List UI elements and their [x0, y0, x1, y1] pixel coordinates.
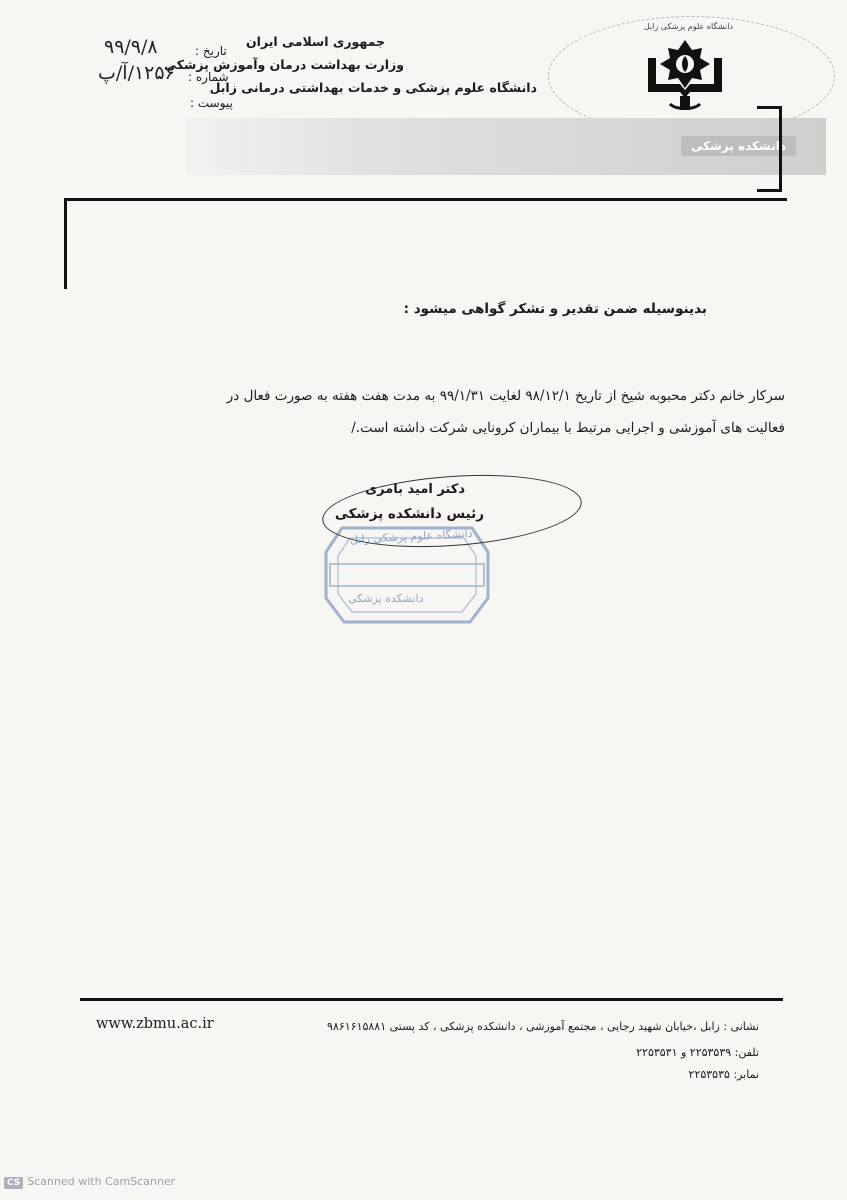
stamp-text-top: دانشگاه علوم پزشکی زابل — [349, 526, 473, 547]
signatory-title: رئیس دانشکده پزشکی — [334, 506, 484, 522]
header-line-3: دانشگاه علوم پزشکی و خدمات بهداشتی درمانی زابل — [209, 80, 537, 95]
footer-rule — [80, 998, 783, 1001]
faculty-label: دانشکده پزشکی — [681, 136, 796, 156]
university-logo-icon — [640, 22, 730, 114]
header-bracket — [757, 106, 782, 192]
header-line-1: جمهوری اسلامی ایران — [246, 34, 385, 49]
footer-phone: تلفن: ۲۲۵۳۵۳۹ و ۲۲۵۳۵۳۱ — [636, 1046, 759, 1059]
body-line-2: فعالیت های آموزشی و اجرایی مرتبط با بیماران کرونایی شرکت داشته است./ — [351, 420, 785, 436]
handwritten-date: ۹۹/۹/۸ — [104, 36, 158, 58]
content-frame — [64, 198, 787, 289]
scanner-watermark — [4, 1175, 175, 1189]
footer-address: نشانی : زابل ،خیابان شهید رجایی ، مجتمع آموزشی ، دانشکده پزشکی ، کد پستی ۹۸۶۱۶۱۵۸۸۱ — [327, 1020, 759, 1033]
stamp-text-bottom: دانشکده پزشکی — [348, 592, 424, 605]
footer-fax: نمابر: ۲۲۵۳۵۳۵ — [688, 1068, 759, 1081]
date-label: تاریخ : — [195, 44, 227, 58]
handwritten-number: ۱۲۵۶/آ/پ — [98, 62, 175, 84]
scanner-text: Scanned with CamScanner — [27, 1175, 176, 1188]
number-label: شماره : — [188, 70, 229, 84]
header-line-2: وزارت بهداشت درمان وآموزش پزشکی — [164, 57, 404, 72]
logo-caption: دانشگاه علوم پزشکی زابل — [643, 22, 733, 31]
camscanner-icon: CS — [4, 1177, 23, 1189]
greeting-text: بدینوسیله ضمن تقدیر و تشکر گواهی میشود : — [403, 301, 707, 317]
attachment-label: پیوست : — [190, 96, 233, 110]
website-text: www.zbmu.ac.ir — [96, 1016, 214, 1032]
body-line-1: سرکار خانم دکتر محبوبه شیخ از تاریخ ۹۸/۱۲/۱ لغایت ۹۹/۱/۳۱ به مدت هفت هفته به صورت فعال در — [226, 388, 785, 404]
signatory-name: دکتر امید بامری — [365, 482, 465, 497]
header-band — [186, 118, 826, 175]
